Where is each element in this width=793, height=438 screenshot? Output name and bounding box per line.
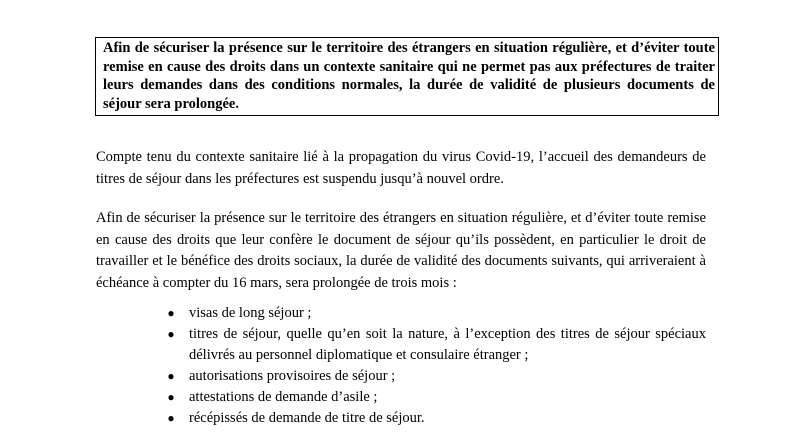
bullet-icon: ● bbox=[167, 390, 175, 404]
bullet-icon: ● bbox=[167, 327, 175, 341]
list-item bbox=[166, 324, 706, 366]
summary-box bbox=[95, 37, 719, 116]
list-item-text: titres de séjour, quelle qu’en soit la nature, à l’exception des titres de séjour spéciaux délivrés au personnel diplomatique et consulaire étranger ; bbox=[189, 326, 706, 363]
list-item-text: autorisations provisoires de séjour ; bbox=[189, 368, 396, 384]
list-item bbox=[166, 303, 706, 324]
bullet-icon: ● bbox=[167, 369, 175, 383]
list-item bbox=[166, 387, 706, 408]
list-item-text: récépissés de demande de titre de séjour. bbox=[189, 410, 425, 426]
list-item bbox=[166, 408, 706, 429]
document-list bbox=[166, 303, 706, 429]
paragraph-context: Compte tenu du contexte sanitaire lié à la propagation du virus Covid-19, l’accueil des demandeurs de titres de séjour dans les préfectures est suspendu jusqu’à nouvel ordre. bbox=[96, 149, 706, 187]
list-item-text: visas de long séjour ; bbox=[189, 305, 312, 321]
list-item bbox=[166, 366, 706, 387]
list-item-text: attestations de demande d’asile ; bbox=[189, 389, 378, 405]
bullet-icon: ● bbox=[167, 306, 175, 320]
paragraph-prolongation: Afin de sécuriser la présence sur le territoire des étrangers en situation régulière, et d’éviter toute remise en cause des droits que leur confère le document de séjour qu’ils possèdent, en particulier le droit de travailler et le bénéfice des droits sociaux, la durée de validité des documents suivants, qui arriveraient à échéance à compter du 16 mars, sera prolongée de trois mois : bbox=[96, 210, 706, 291]
bullet-icon: ● bbox=[167, 411, 175, 425]
summary-text: Afin de sécuriser la présence sur le territoire des étrangers en situation régulière, et d’éviter toute remise en cause des droits dans un contexte sanitaire qui ne permet pas aux préfectures de traiter leurs demandes dans des conditions normales, la durée de validité de plusieurs documents de séjour sera prolongée. bbox=[103, 40, 715, 112]
